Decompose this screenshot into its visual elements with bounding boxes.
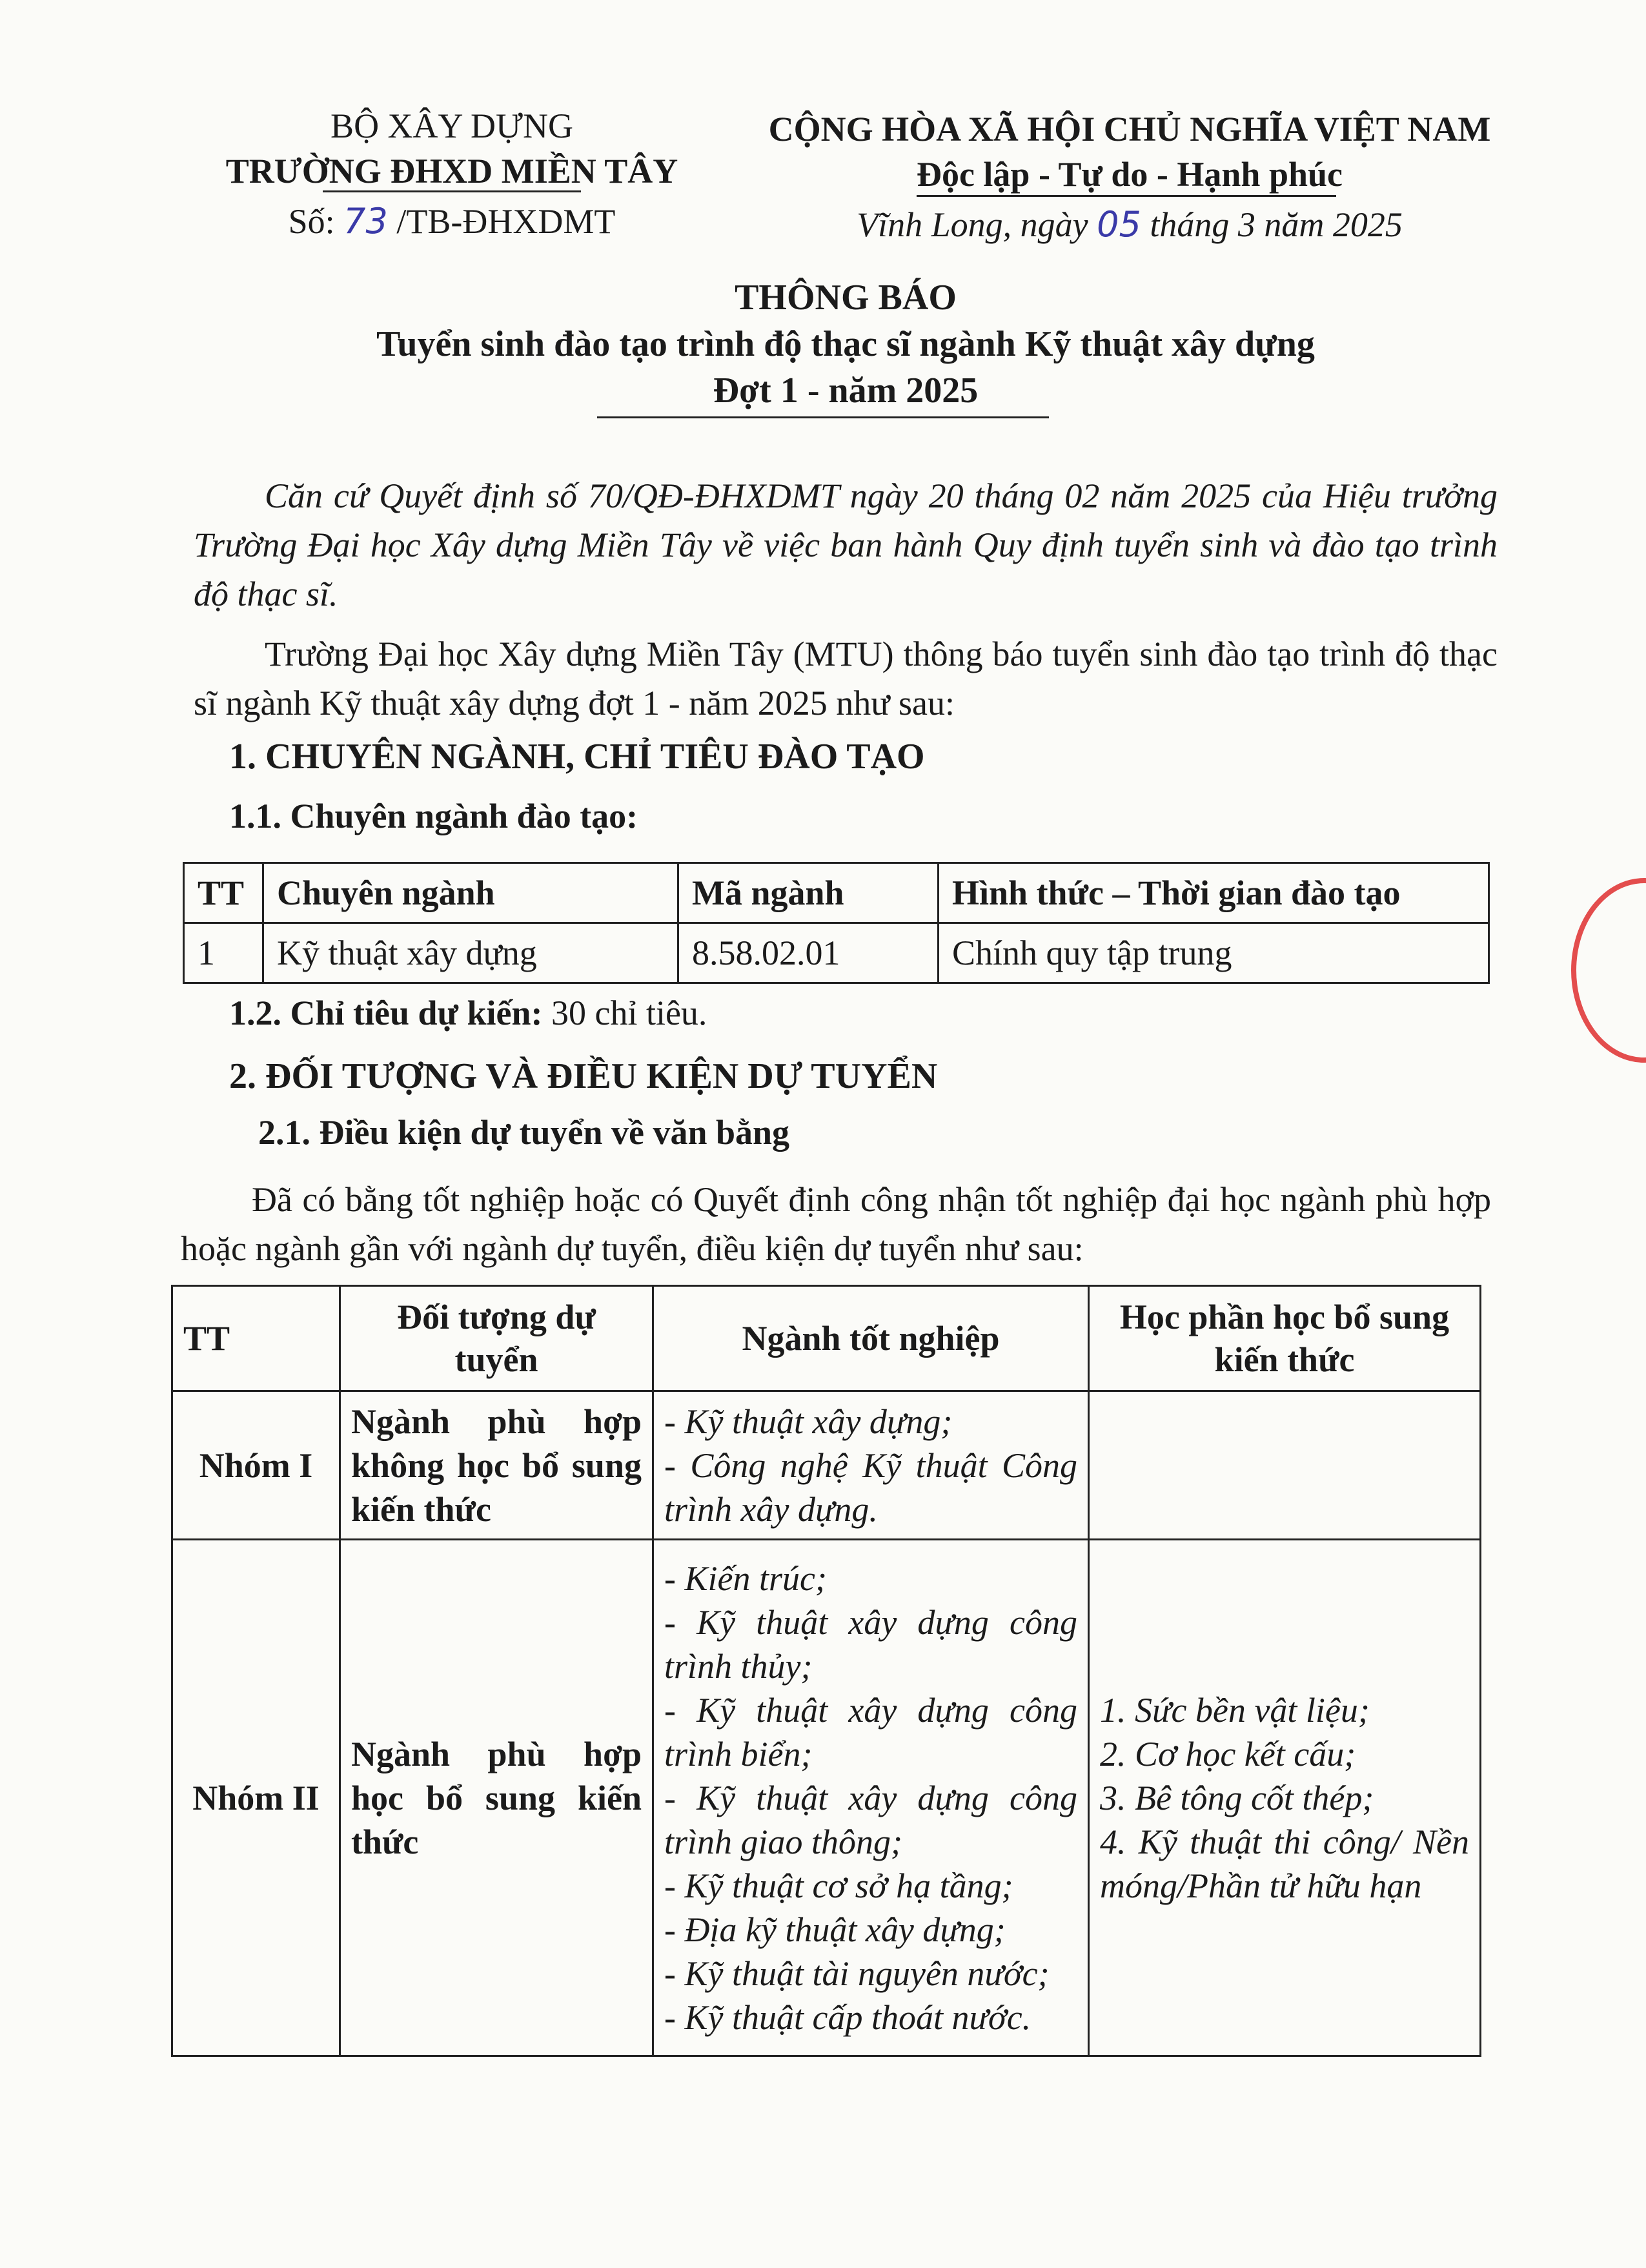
table-header-cell: Đối tượng dự tuyển [340,1286,653,1391]
title-underline [597,416,1049,418]
table-cell: Chính quy tập trung [939,923,1489,983]
list-item: 4. Kỹ thuật thi công/ Nền móng/Phần tử hữu hạn [1100,1822,1469,1905]
place-date: Vĩnh Long, ngày 05 tháng 3 năm 2025 [857,204,1403,245]
university-underline [323,190,581,192]
list-item: 2. Cơ học kết cấu; [1100,1734,1356,1773]
motto-underline [917,195,1336,197]
table-row [184,923,1489,983]
group-majors [653,1540,1089,2056]
title-block [194,274,1498,414]
list-item: - Kỹ thuật xây dựng công trình biển; [664,1690,1077,1773]
conditions-paragraph: Đã có bằng tốt nghiệp hoặc có Quyết định công nhận tốt nghiệp đại học ngành phù hợp hoặc ngành gần với ngành dự tuyển, điều kiện dự tuyển như sau: [181,1180,1491,1268]
table-header-cell: Chuyên ngành [263,863,678,923]
table-cell: 1 [184,923,263,983]
list-item: - Công nghệ Kỹ thuật Công trình xây dựng. [664,1446,1077,1529]
table-header-cell: Mã ngành [678,863,939,923]
list-item: - Kiến trúc; [664,1558,827,1598]
ministry-name: BỘ XÂY DỰNG [330,107,573,145]
table-header-row [172,1286,1481,1391]
group-label: Nhóm II [172,1540,340,2056]
header-right [742,107,1517,247]
motto: Độc lập - Tự do - Hạnh phúc [916,155,1343,194]
table-header-cell: Học phần học bổ sung kiến thức [1089,1286,1481,1391]
legal-basis-paragraph: Căn cứ Quyết định số 70/QĐ-ĐHXDMT ngày 20 tháng 02 năm 2025 của Hiệu trưởng Trường Đại học Xây dựng Miền Tây về việc ban hành Quy định tuyển sinh và đào tạo trình độ thạc sĩ. [194,476,1498,613]
handwritten-day: 05 [1097,204,1141,245]
quota-line [229,993,707,1033]
list-item: - Kỹ thuật tài nguyên nước; [664,1954,1050,1993]
quota-label: 1.2. Chỉ tiêu dự kiến: [229,994,543,1032]
intro-paragraph: Trường Đại học Xây dựng Miền Tây (MTU) thông báo tuyển sinh đào tạo trình độ thạc sĩ ngành Kỹ thuật xây dựng đợt 1 - năm 2025 như sau: [194,635,1498,722]
table-header-cell: TT [172,1286,340,1391]
table-header-cell: Hình thức – Thời gian đào tạo [939,863,1489,923]
red-stamp [1571,878,1646,1063]
group-courses [1089,1391,1481,1540]
notice-round: Đợt 1 - năm 2025 [713,371,979,411]
list-item: - Kỹ thuật xây dựng công trình thủy; [664,1602,1077,1686]
list-item: - Kỹ thuật cơ sở hạ tầng; [664,1866,1013,1905]
list-item: - Kỹ thuật cấp thoát nước. [664,1997,1031,2037]
section-1-heading: 1. CHUYÊN NGÀNH, CHỈ TIÊU ĐÀO TẠO [229,737,925,777]
list-item: - Kỹ thuật xây dựng công trình giao thông; [664,1778,1077,1861]
table-header-cell: Ngành tốt nghiệp [653,1286,1089,1391]
notice-subtitle: Tuyển sinh đào tạo trình độ thạc sĩ ngành Kỹ thuật xây dựng [376,324,1315,364]
table-header-row [184,863,1489,923]
table-row [172,1540,1481,2056]
majors-table [183,862,1490,984]
list-item: - Kỹ thuật xây dựng; [664,1402,953,1441]
group-majors [653,1391,1089,1540]
group-target: Ngành phù hợp học bổ sung kiến thức [340,1540,653,2056]
admission-groups-table [171,1285,1481,2057]
group-label: Nhóm I [172,1391,340,1540]
section-1-1-heading: 1.1. Chuyên ngành đào tạo: [229,797,638,835]
list-item: 1. Sức bền vật liệu; [1100,1690,1370,1730]
list-item: - Địa kỹ thuật xây dựng; [664,1910,1006,1949]
group-courses [1089,1540,1481,2056]
list-item: 3. Bê tông cốt thép; [1100,1778,1374,1817]
section-2-heading: 2. ĐỐI TƯỢNG VÀ ĐIỀU KIỆN DỰ TUYỂN [229,1056,938,1096]
table-cell: 8.58.02.01 [678,923,939,983]
notice-title: THÔNG BÁO [735,278,957,318]
republic-name: CỘNG HÒA XÃ HỘI CHỦ NGHĨA VIỆT NAM [768,110,1491,148]
group-target: Ngành phù hợp không học bổ sung kiến thức [340,1391,653,1540]
document-number: Số: 73 /TB-ĐHXDMT [288,201,616,241]
table-row [172,1391,1481,1540]
university-name: TRƯỜNG ĐHXD MIỀN TÂY [225,152,678,190]
quota-value: 30 chỉ tiêu. [551,994,707,1032]
section-2-1-heading: 2.1. Điều kiện dự tuyển về văn bằng [258,1113,790,1152]
header-left [194,103,710,244]
handwritten-number: 73 [343,201,388,241]
table-cell: Kỹ thuật xây dựng [263,923,678,983]
table-header-cell: TT [184,863,263,923]
